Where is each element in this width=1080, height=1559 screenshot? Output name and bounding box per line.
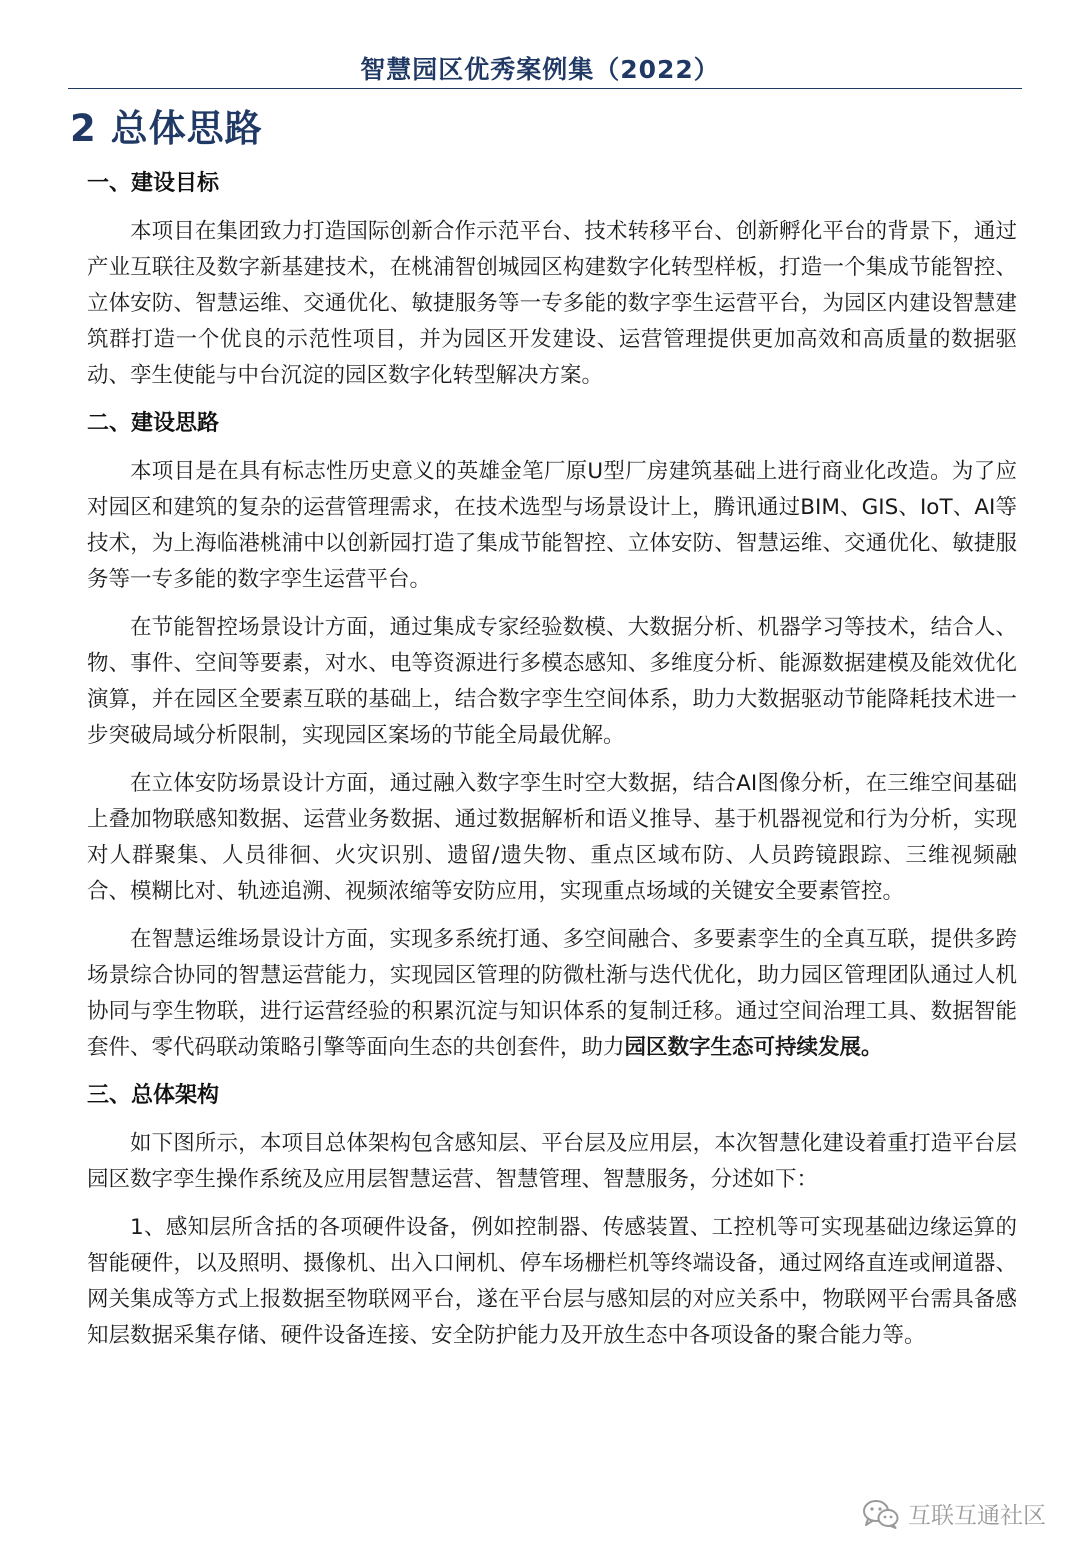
watermark (862, 1497, 1046, 1530)
bold-emphasis: 园区数字生态可持续发展。 (624, 1035, 883, 1060)
paragraph-with-bold-ending (87, 922, 1017, 1066)
section-heading-approach: 二、建设思路 (87, 411, 220, 436)
running-header-title: 智慧园区优秀案例集（2022） (360, 55, 720, 84)
watermark-text: 互联互通社区 (908, 1503, 1046, 1529)
paragraph-text: 在智慧运维场景设计方面，实现多系统打通、多空间融合、多要素孪生的全真互联，提供多跨场景综合协同的智慧运营能力，实现园区管理的防微杜渐与迭代优化，助力园区管理团队通过人机协同与孪生物联，进行运营经验的积累沉淀与知识体系的复制迁移。通过空间治理工具、数据智能套件、零代码联动策略引擎等面向生态的共创套件，助力 (87, 927, 1017, 1060)
paragraph: 1、感知层所含括的各项硬件设备，例如控制器、传感装置、工控机等可实现基础边缘运算的智能硬件，以及照明、摄像机、出入口闸机、停车场栅栏机等终端设备，通过网络直连或闸道器、网关集成等方式上报数据至物联网平台，遂在平台层与感知层的对应关系中，物联网平台需具备感知层数据采集存储、硬件设备连接、安全防护能力及开放生态中各项设备的聚合能力等。 (87, 1215, 1017, 1348)
paragraph: 在节能智控场景设计方面，通过集成专家经验数模、大数据分析、机器学习等技术，结合人、物、事件、空间等要素，对水、电等资源进行多模态感知、多维度分析、能源数据建模及能效优化演算，并在园区全要素互联的基础上，结合数字孪生空间体系，助力大数据驱动节能降耗技术进一步突破局域分析限制，实现园区案场的节能全局最优解。 (87, 615, 1017, 748)
chapter-title: 2 总体思路 (70, 107, 263, 150)
paragraph: 如下图所示，本项目总体架构包含感知层、平台层及应用层，本次智慧化建设着重打造平台层园区数字孪生操作系统及应用层智慧运营、智慧管理、智慧服务，分述如下： (87, 1131, 1017, 1192)
wechat-icon (862, 1499, 900, 1529)
paragraph: 在立体安防场景设计方面，通过融入数字孪生时空大数据，结合AI图像分析，在三维空间基础上叠加物联感知数据、运营业务数据、通过数据解析和语义推导、基于机器视觉和行为分析，实现对人群聚集、人员徘徊、火灾识别、遗留/遗失物、重点区域布防、人员跨镜跟踪、三维视频融合、模糊比对、轨迹追溯、视频浓缩等安防应用，实现重点场域的关键安全要素管控。 (87, 771, 1017, 904)
header-divider (68, 88, 1022, 89)
section-heading-goals: 一、建设目标 (87, 171, 220, 196)
section-heading-architecture: 三、总体架构 (87, 1083, 220, 1108)
paragraph: 本项目是在具有标志性历史意义的英雄金笔厂原U型厂房建筑基础上进行商业化改造。为了应对园区和建筑的复杂的运营管理需求，在技术选型与场景设计上，腾讯通过BIM、GIS、IoT、AI等技术，为上海临港桃浦中以创新园打造了集成节能智控、立体安防、智慧运维、交通优化、敏捷服务等一专多能的数字孪生运营平台。 (87, 459, 1017, 592)
document-body (87, 166, 1017, 1354)
paragraph: 本项目在集团致力打造国际创新合作示范平台、技术转移平台、创新孵化平台的背景下，通过产业互联往及数字新基建技术，在桃浦智创城园区构建数字化转型样板，打造一个集成节能智控、立体安防、智慧运维、交通优化、敏捷服务等一专多能的数字孪生运营平台，为园区内建设智慧建筑群打造一个优良的示范性项目，并为园区开发建设、运营管理提供更加高效和高质量的数据驱动、孪生使能与中台沉淀的园区数字化转型解决方案。 (87, 219, 1017, 388)
